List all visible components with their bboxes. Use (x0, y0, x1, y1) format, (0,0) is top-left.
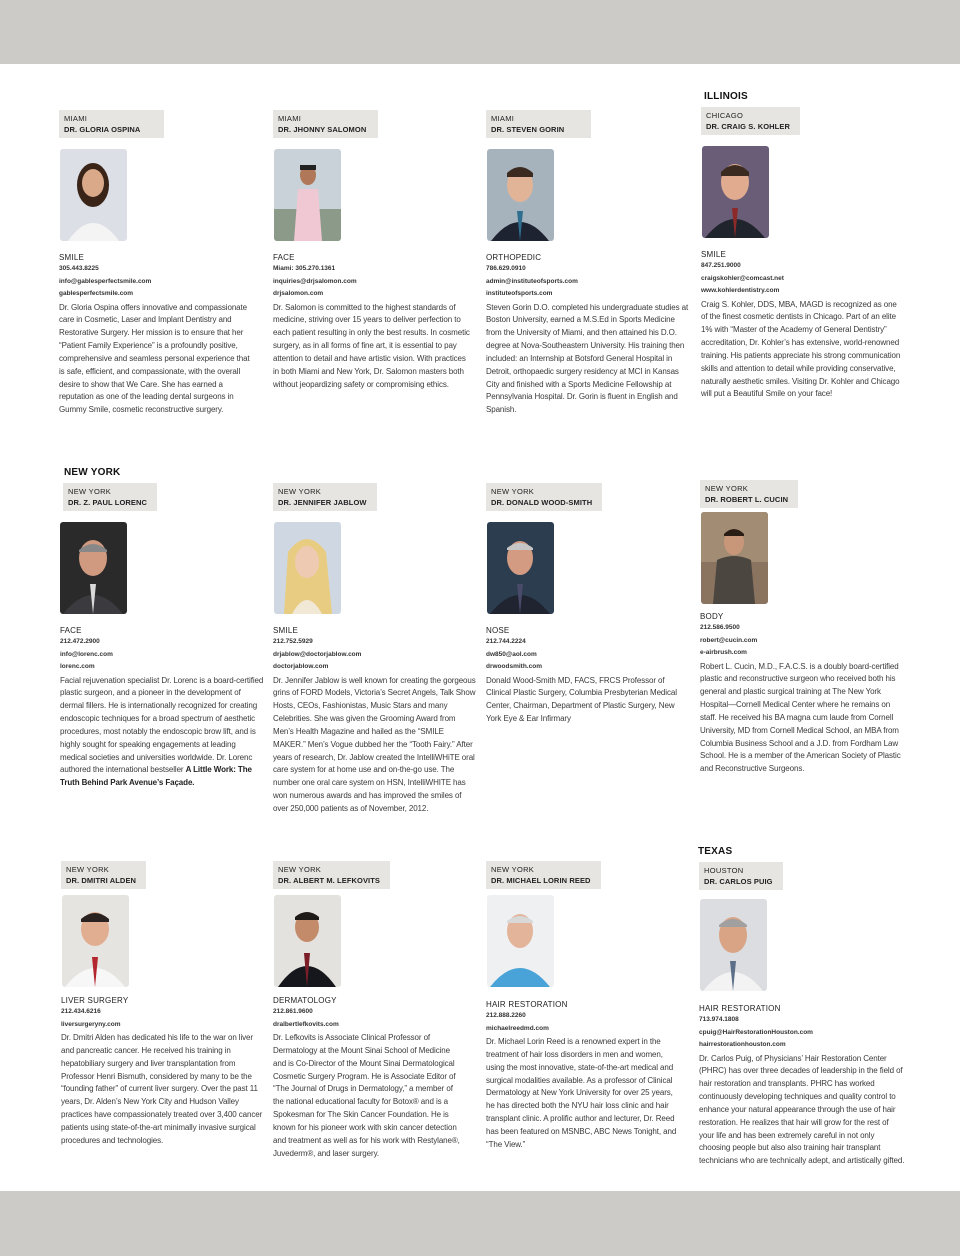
doctor-city: NEW YORK (68, 487, 112, 496)
doctor-phone: 305.443.8225 (59, 265, 99, 272)
doctor-specialty: NOSE (486, 626, 510, 635)
doctor-phone: 212.472.2900 (60, 638, 100, 645)
doctor-city: NEW YORK (278, 865, 322, 874)
doctor-photo (274, 895, 341, 987)
doctor-phone: 212.434.6216 (61, 1008, 101, 1015)
doctor-photo (274, 522, 341, 614)
doctor-label (486, 110, 591, 138)
doctor-name: DR. ROBERT L. CUCIN (705, 495, 789, 504)
doctor-name: DR. DONALD WOOD-SMITH (491, 498, 593, 507)
doctor-bio: Dr. Salomon is committed to the highest standards of medicine, striving over 15 years to deliver perfection to each patient resulting in only the best results. In cosmetic surgery, as in all forms of fine art, it is essential to pay attention to detail and have artistic vision. With practices in both Miami and New York, Dr. Salomon masters both without jeopardizing safety or compromising ethics. (273, 302, 470, 389)
doctor-website[interactable]: e-airbrush.com (700, 649, 747, 656)
doctor-card (273, 483, 488, 816)
doctor-bio-text: Facial rejuvenation specialist Dr. Lorenc is a board-certified plastic surgeon, and a pioneer in the development of dermal fillers. He is internationally recognized for creating endoscopic techniques for a broad spectrum of aesthetic procedures, most notably the endoscopic brow lift, and is highly sought for speaking engagements at leading medical societies and universities worldwide. Dr. Lorenc authored the international bestseller (60, 675, 264, 775)
doctor-card (273, 861, 488, 1160)
doctor-label (486, 861, 601, 889)
doctor-website[interactable]: drjsalomon.com (273, 290, 324, 297)
doctor-bio: Craig S. Kohler, DDS, MBA, MAGD is recognized as one of the finest cosmetic dentists in Chicago. Part of an elite 1% with “Master of the Academy of General Dentistry” accreditation, Dr. Kohler’s has extensive, world-renowned training. His patients appreciate his strong communication skills and attention to detail while providing conservative, naturally aesthetic smiles. Visiting Dr. Kohler and Chicago will put a Beautiful Smile on your face! (701, 299, 901, 399)
doctor-website[interactable]: hairrestorationhouston.com (699, 1041, 786, 1048)
doctor-website[interactable]: lorenc.com (60, 663, 95, 670)
doctor-bio: Dr. Dmitri Alden has dedicated his life to the war on liver and pancreatic cancer. He received his training in hepatobiliary surgery and liver transplantation from Professor Henri Bismuth, considered by many to be the “founding father” of current liver surgery. Over the past 11 years, Dr. Alden’s New York City and Hudson Valley practices have compassionately treated over 3,400 cancer patients using state-of-the-art minimally invasive surgical procedures and technologies. (61, 1033, 263, 1145)
doctor-card (60, 483, 278, 790)
doctor-name: DR. JENNIFER JABLOW (278, 498, 367, 507)
doctor-phone: Miami: 305.270.1361 (273, 265, 336, 272)
doctor-city: NEW YORK (491, 487, 535, 496)
doctor-email[interactable]: cpuig@HairRestorationHouston.com (699, 1028, 813, 1036)
doctor-label (699, 862, 783, 890)
doctor-card (273, 110, 488, 391)
doctor-photo (60, 149, 127, 241)
doctor-card (486, 110, 701, 417)
doctor-city: NEW YORK (491, 865, 535, 874)
doctor-bio: Dr. Carlos Puig, of Physicians’ Hair Restoration Center (PHRC) has over three decades of leadership in the field of hair restoration and transplants. PHRC has worked continuously developing techniques and quality control to enhance your natural appearance through the use of hair restoration. He realizes that hair will grow for the rest of your life and has been extremely careful in not only choosing people but also also training hair transplant technicians who are technically adept, and artistically gifted. (699, 1053, 905, 1166)
doctor-label (273, 110, 378, 138)
doctor-specialty: SMILE (59, 253, 85, 262)
doctor-label (59, 110, 164, 138)
doctor-card (700, 480, 915, 776)
doctor-phone: 212.744.2224 (486, 638, 526, 645)
bottom-margin-band (0, 1191, 960, 1256)
doctor-label (486, 483, 602, 511)
doctor-bio: Dr. Michael Lorin Reed is a renowned expert in the treatment of hair loss disorders in men and women, using the most innovative, state-of-the-art medical and surgical modalities available. As a professor of Clinical Dermatology at New York University for over 25 years, he has directed both the NYU hair loss clinic and hair transplant clinic. A prolific author and lecturer, Dr. Reed has been featured on MSNBC, ABC News Tonight, and “The View.” (486, 1037, 677, 1149)
doctor-phone: 212.752.5929 (273, 638, 313, 645)
doctor-phone: 212.888.2260 (486, 1012, 526, 1019)
doctor-label (61, 861, 146, 889)
doctor-name: DR. CARLOS PUIG (704, 877, 773, 886)
doctor-card (486, 861, 701, 1152)
doctor-photo (274, 149, 341, 241)
doctor-name: DR. ALBERT M. LEFKOVITS (278, 876, 381, 885)
doctor-city: CHICAGO (706, 111, 744, 120)
doctor-photo (701, 512, 768, 604)
doctor-specialty: LIVER SURGERY (61, 996, 129, 1005)
doctor-email[interactable]: dw850@aol.com (486, 650, 537, 658)
doctor-card (486, 483, 701, 726)
doctor-email[interactable]: craigskohler@comcast.net (701, 274, 784, 282)
doctor-phone: 713.974.1808 (699, 1016, 739, 1023)
doctor-website[interactable]: drwoodsmith.com (486, 663, 542, 670)
doctor-specialty: ORTHOPEDIC (486, 253, 542, 262)
doctor-bio: Dr. Gloria Ospina offers innovative and compassionate care in Cosmetic, Laser and Implant Dentistry and Restorative Surgery. Her mission is to ensure that her “Patient Family Experience” is a profoundly positive, comprehensive and seamless personal experience that is safe, efficient, and compassionate, with the overall desire to show that We Care. She has earned a reputation as one of the leading dental surgeons in Gummy Smile, cosmetic reconstructive surgery. (59, 302, 250, 415)
doctor-name: DR. CRAIG S. KOHLER (706, 122, 790, 131)
doctor-phone: 212.586.9500 (700, 624, 740, 631)
doctor-bio-book: A Little Work: The Truth Behind Park Avenue’s Façade. (60, 765, 252, 788)
doctor-photo (487, 895, 554, 987)
doctor-label (700, 480, 798, 508)
doctor-photo (702, 146, 769, 238)
doctor-email[interactable]: info@lorenc.com (60, 650, 113, 658)
doctor-website[interactable]: www.kohlerdentistry.com (701, 287, 780, 294)
doctor-specialty: DERMATOLOGY (273, 996, 337, 1005)
doctor-specialty: HAIR RESTORATION (486, 1000, 568, 1009)
doctor-card (701, 107, 916, 401)
doctor-city: NEW YORK (66, 865, 110, 874)
doctor-bio: Donald Wood-Smith MD, FACS, FRCS Professor of Clinical Plastic Surgery, Columbia Presbyterian Medical Center, Chairman, Department of Plastic Surgery, New York Eye & Ear Infirmary (486, 675, 677, 724)
doctor-photo (487, 149, 554, 241)
doctor-name: DR. DMITRI ALDEN (66, 876, 137, 885)
doctor-city: NEW YORK (705, 484, 749, 493)
doctor-specialty: BODY (700, 612, 724, 621)
doctor-photo (60, 522, 127, 614)
doctor-bio: Steven Gorin D.O. completed his undergraduate studies at Boston University, earned a M.S.Ed in Sports Medicine from the University of Miami, and then attained his D.O. degree at Nova-Southeastern University. His training then included: an Internship at Botsford General Hospital in Detroit, orthopaedic surgery residency at MCI in Kansas City and finished with a Sports Medicine Fellowship at Pennsylvania Hospital. Dr. Gorin is fluent in English and Spanish. (486, 302, 689, 415)
doctor-city: MIAMI (64, 114, 88, 123)
doctor-email[interactable]: admin@instituteofsports.com (486, 277, 578, 285)
doctor-email[interactable]: info@gablesperfectsmile.com (59, 277, 152, 285)
doctor-card (59, 110, 274, 417)
doctor-card (61, 861, 276, 1148)
doctor-specialty: FACE (273, 253, 295, 262)
doctor-city: MIAMI (278, 114, 302, 123)
doctor-bio: Dr. Jennifer Jablow is well known for creating the gorgeous grins of FORD Models, Victoria’s Secret Angels, Talk Show Hosts, CEOs, Fashionistas, Music Stars and many Celebrities. She was given the Grooming Award from Men’s Health Magazine and hailed as the “SMILE MAKER.” Men’s Vogue dubbed her the “Tooth Fairy.” After years of research, Dr. Jablow created the IntelliWHiTE oral care system for at home use and on-the-go use. The number one oral care system on HSN, IntelliWHITE has won numerous awards and has improved the smiles of over 250,000 patients as of November, 2012. (273, 675, 476, 813)
doctor-website[interactable]: dralbertlefkovits.com (273, 1020, 339, 1028)
doctor-name: DR. Z. PAUL LORENC (68, 498, 148, 507)
doctor-name: DR. STEVEN GORIN (491, 125, 565, 134)
region-heading-illinois: ILLINOIS (704, 91, 748, 102)
doctor-city: NEW YORK (278, 487, 322, 496)
doctor-specialty: FACE (60, 626, 82, 635)
doctor-bio: Dr. Lefkovits is Associate Clinical Professor of Dermatology at the Mount Sinai School of Medicine and is Co-Director of the Mount Sinai Dermatological Cosmetic Surgery Program. He is Associate Editor of “The Journal of Drugs in Dermatology,” a member of the national educational faculty for Botox® and is a Spokesman for The Skin Cancer Foundation. He is known for his pioneer work with skin cancer detection and treatment as well as for his work with Restylane®, Juvederm®, and laser surgery. (273, 1033, 460, 1158)
doctor-bio (60, 675, 264, 791)
doctor-photo (62, 895, 129, 987)
region-heading-texas: TEXAS (698, 846, 733, 857)
doctor-label (273, 861, 390, 889)
doctor-website[interactable]: instituteofsports.com (486, 290, 553, 297)
doctor-city: MIAMI (491, 114, 515, 123)
doctor-website[interactable]: liversurgeryny.com (61, 1020, 121, 1028)
doctor-phone: 847.251.9000 (701, 262, 741, 269)
doctor-name: DR. GLORIA OSPINA (64, 125, 141, 134)
region-heading-new-york: NEW YORK (64, 467, 121, 478)
doctor-photo (700, 899, 767, 991)
doctor-label (63, 483, 157, 511)
doctor-card (699, 862, 914, 1168)
doctor-specialty: HAIR RESTORATION (699, 1004, 781, 1013)
doctor-label (701, 107, 800, 135)
doctor-email[interactable]: robert@cucin.com (700, 636, 758, 644)
doctor-phone: 786.629.0910 (486, 265, 526, 272)
doctor-name: DR. JHONNY SALOMON (278, 125, 367, 134)
doctor-email[interactable]: inquiries@drjsalomon.com (273, 277, 357, 285)
doctor-city: HOUSTON (704, 866, 744, 875)
doctor-bio: Robert L. Cucin, M.D., F.A.C.S. is a doubly board-certified plastic and reconstructive surgeon who received both his general and plastic surgical training at The New York Hospital—Cornell Medical Center where he remains on staff. He received his BA magna cum laude from Cornell University, MD from Cornell Medical School, an MBA from Columbia Business School and a J.D. from Fordham Law School. He is a member of the American Society of Plastic and Reconstructive Surgeons. (700, 661, 901, 774)
doctor-specialty: SMILE (701, 250, 727, 259)
doctor-phone: 212.861.9600 (273, 1008, 313, 1015)
doctor-label (273, 483, 377, 511)
doctor-photo (487, 522, 554, 614)
doctor-website[interactable]: doctorjablow.com (273, 663, 329, 670)
doctor-specialty: SMILE (273, 626, 299, 635)
doctor-website[interactable]: gablesperfectsmile.com (59, 290, 134, 297)
doctor-website[interactable]: michaelreedmd.com (486, 1024, 549, 1032)
doctor-name: DR. MICHAEL LORIN REED (491, 876, 591, 885)
doctor-email[interactable]: drjablow@doctorjablow.com (273, 650, 362, 658)
